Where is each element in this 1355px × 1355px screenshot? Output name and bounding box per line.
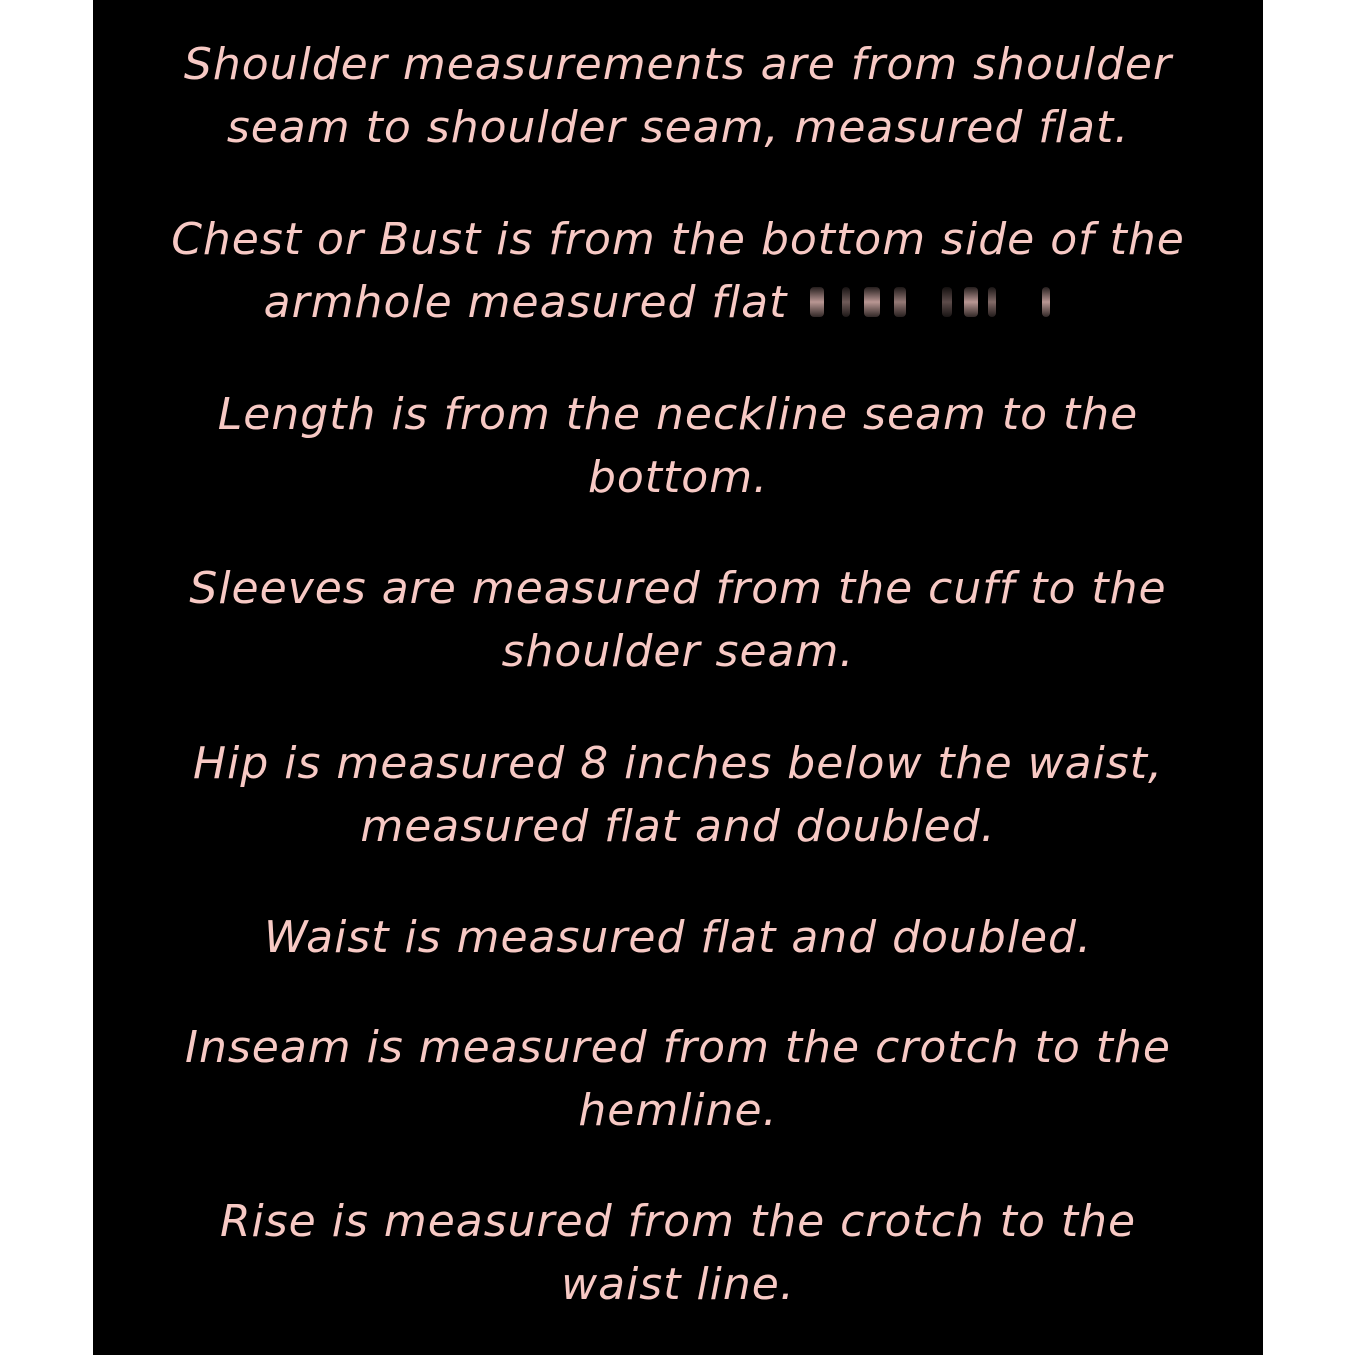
illegible-text-smudge <box>802 283 1092 323</box>
shoulder-line-2: seam to shoulder seam, measured flat. <box>226 102 1130 153</box>
length-paragraph <box>93 383 1263 509</box>
rise-paragraph <box>93 1190 1263 1316</box>
waist-line-1: Waist is measured flat and doubled. <box>264 912 1092 963</box>
chest-line-1: Chest or Bust is from the bottom side of the <box>171 214 1185 265</box>
length-line-2: bottom. <box>587 452 769 503</box>
length-line-1: Length is from the neckline seam to the <box>217 389 1139 440</box>
sleeves-paragraph <box>93 557 1263 683</box>
rise-line-2: waist line. <box>561 1259 795 1310</box>
shoulder-line-1: Shoulder measurements are from shoulder <box>183 39 1173 90</box>
inseam-line-2: hemline. <box>578 1085 778 1136</box>
inseam-paragraph <box>93 1016 1263 1142</box>
rise-line-1: Rise is measured from the crotch to the <box>219 1196 1137 1247</box>
chest-line-2: armhole measured flat <box>263 277 788 328</box>
hip-line-2: measured flat and doubled. <box>360 801 996 852</box>
shoulder-paragraph <box>93 33 1263 159</box>
measurement-guide-panel <box>93 0 1263 1355</box>
chest-line-2-wrapper <box>93 271 1263 334</box>
inseam-line-1: Inseam is measured from the crotch to the <box>184 1022 1171 1073</box>
chest-paragraph <box>93 208 1263 334</box>
sleeves-line-1: Sleeves are measured from the cuff to the <box>189 563 1167 614</box>
sleeves-line-2: shoulder seam. <box>501 626 855 677</box>
hip-paragraph <box>93 732 1263 858</box>
waist-paragraph <box>93 906 1263 969</box>
hip-line-1: Hip is measured 8 inches below the waist, <box>193 738 1163 789</box>
